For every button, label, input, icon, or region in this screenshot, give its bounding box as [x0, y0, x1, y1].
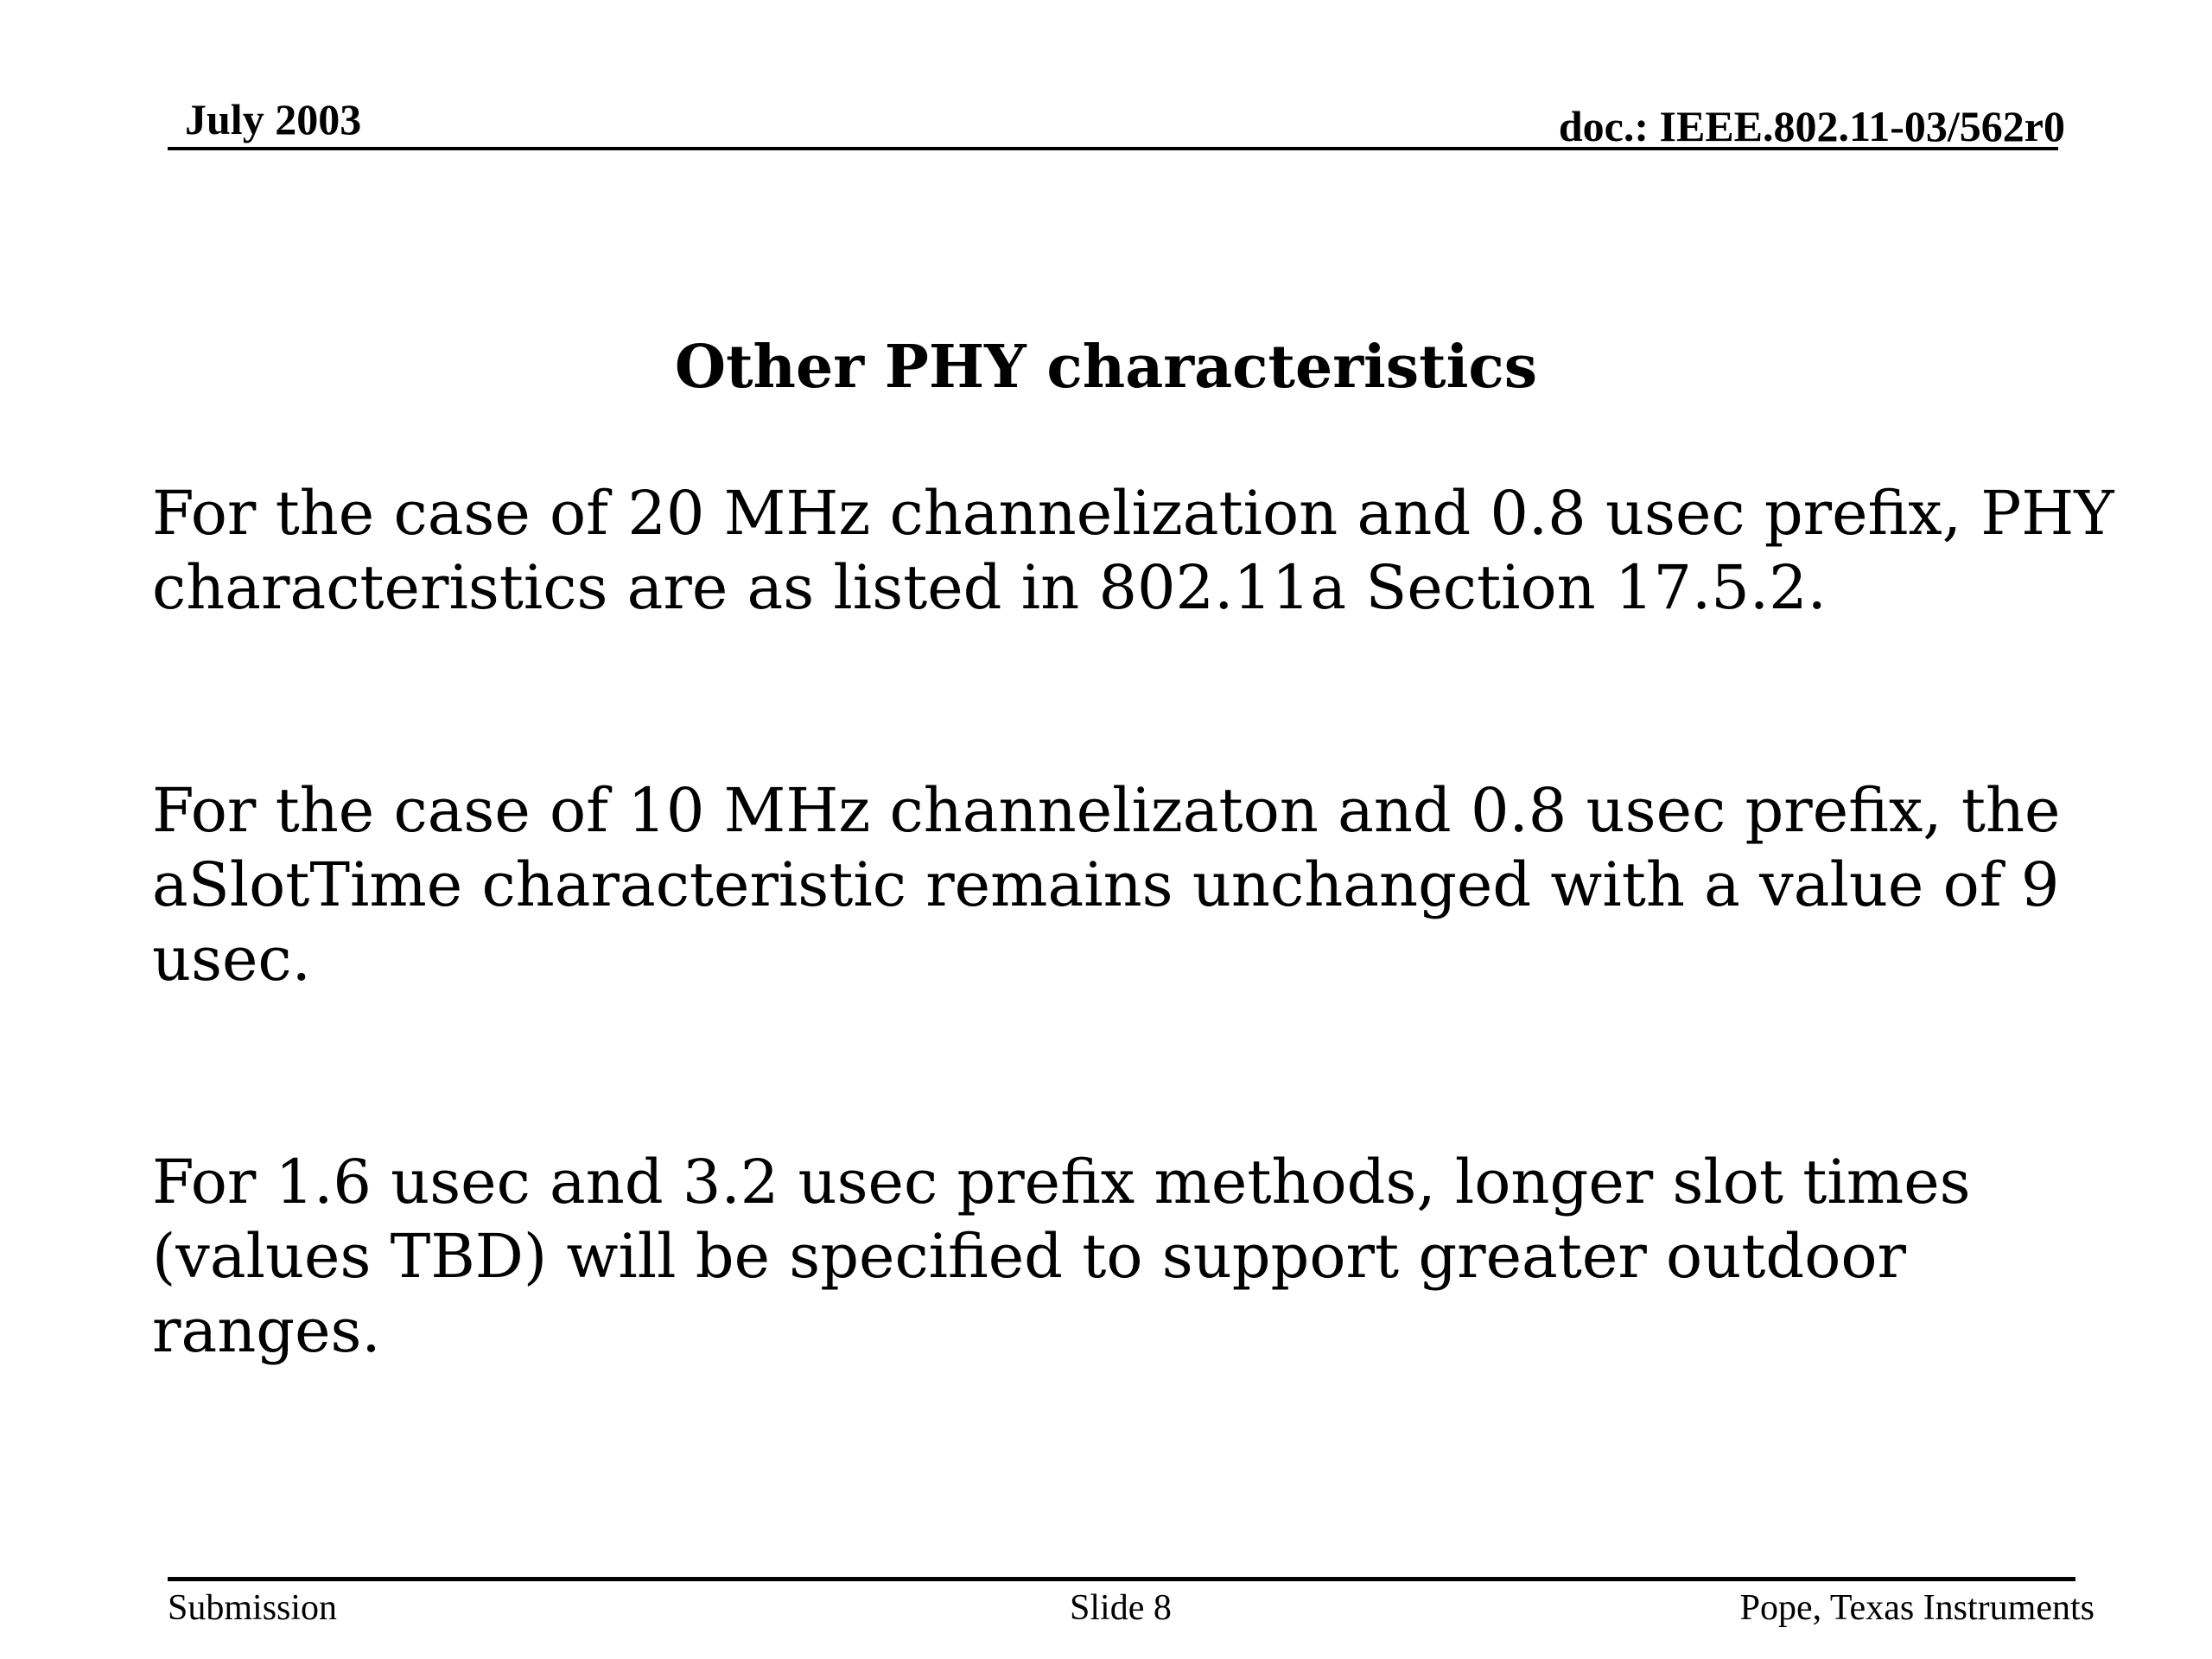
paragraph-prefix-methods: For 1.6 usec and 3.2 usec prefix methods, longer slot times (values TBD) will be specified to support greater outdoor ranges. — [152, 1147, 1971, 1366]
header-doc-id: doc.: IEEE.802.11-03/562r0 — [1558, 102, 2065, 150]
header-divider — [168, 147, 2058, 150]
paragraph-20mhz: For the case of 20 MHz channelization and 0.8 usec prefix, PHY characteristics are as listed in 802.11a Section 17.5.2. — [152, 478, 2114, 623]
footer-divider — [168, 1577, 2075, 1581]
footer-slide-number: Slide 8 — [1070, 1588, 1172, 1628]
footer-submission: Submission — [168, 1588, 338, 1628]
paragraph-10mhz: For the case of 10 MHz channelizaton and 0.8 usec prefix, the aSlotTime characteristic remains unchanged with a value of 9 usec. — [152, 775, 2061, 995]
header-date: July 2003 — [185, 95, 362, 143]
footer-author: Pope, Texas Instruments — [1739, 1588, 2094, 1628]
slide-title: Other PHY characteristics — [674, 333, 1538, 402]
